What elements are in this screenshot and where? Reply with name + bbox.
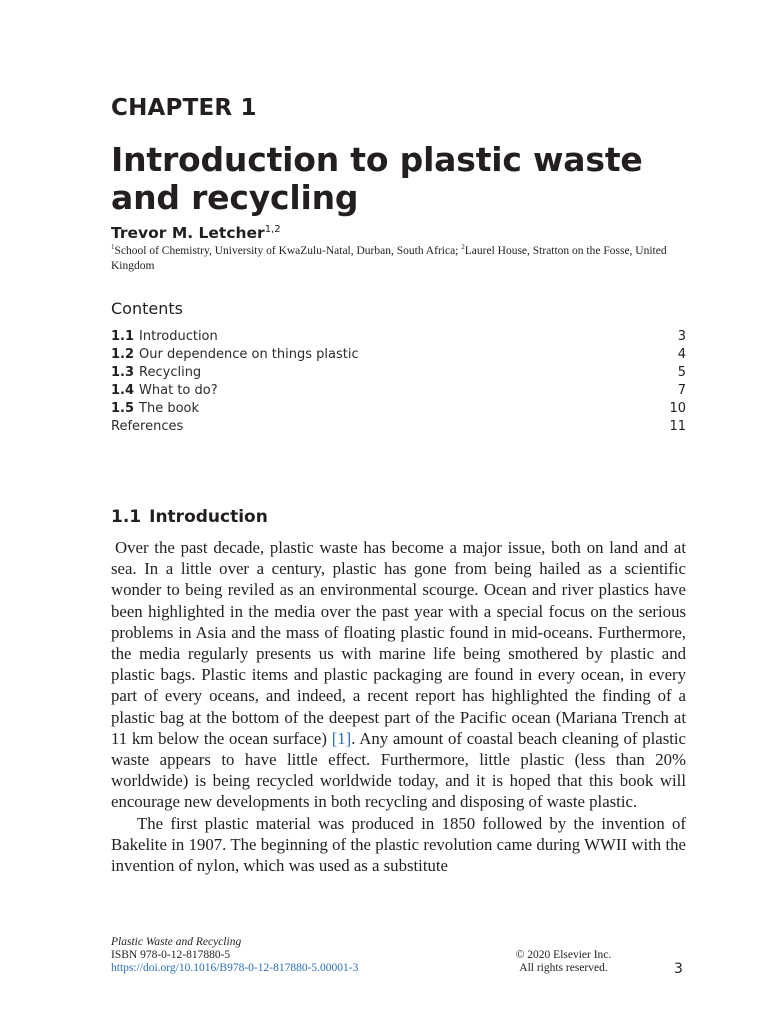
chapter-label: CHAPTER 1 (111, 95, 257, 121)
toc-item[interactable] (111, 364, 686, 382)
footer-copyright (505, 949, 622, 975)
affiliation-text-1: School of Chemistry, University of KwaZulu-Natal, Durban, South Africa; (114, 245, 462, 257)
toc-item-page: 3 (677, 329, 686, 344)
author-affiliation (111, 244, 671, 274)
section-title: Introduction (149, 507, 268, 527)
toc-item-page: 11 (669, 419, 686, 434)
rights-text: All rights reserved. (519, 962, 608, 974)
chapter-title: Introduction to plastic waste and recycling (111, 140, 643, 217)
toc-item[interactable] (111, 400, 686, 418)
affiliation-mark-1: 1 (111, 243, 115, 252)
paragraph-text: Over the past decade, plastic waste has become a major issue, both on land and at sea. In a little over a century, plastic has gone from being hailed as a scientific wonder to being reviled as an environmental scourge. Ocean and river plastics have been highlighted in the media over the past year with a special focus on the serious problems in Asia and the mass of floating plastic found in mid-oceans. Furthermore, the media regularly presents us with marine life being smothered by plastic and plastic bags. Plastic items and plastic packaging are found in every ocean, in every part of every oceans, and indeed, a recent report has highlighted the finding of a plastic bag at the bottom of the deepest part of the Pacific ocean (Mariana Trench at 11 km below the ocean surface) (111, 538, 686, 748)
toc-item-title: The book (139, 401, 200, 416)
toc-item[interactable] (111, 328, 686, 346)
copyright-text: © 2020 Elsevier Inc. (515, 949, 612, 961)
section-heading (111, 507, 268, 527)
footer-publication-info (111, 936, 358, 975)
toc-item-page: 5 (677, 365, 686, 380)
affiliation-mark-2: 2 (461, 243, 465, 252)
doi-link[interactable]: https://doi.org/10.1016/B978-0-12-817880-5.00001-3 (111, 962, 359, 974)
toc-item-references[interactable] (111, 418, 686, 436)
paragraph (111, 537, 686, 813)
toc-item-number: 1.3 (111, 365, 135, 380)
toc-item-number: 1.4 (111, 383, 135, 398)
table-of-contents (111, 328, 686, 436)
author-name (111, 224, 281, 242)
paragraph: The first plastic material was produced in 1850 followed by the invention of Bakelite in 1907. The beginning of the plastic revolution came during WWII with the invention of nylon, which was used as a substitute (111, 813, 686, 876)
toc-item-title: Introduction (139, 329, 218, 344)
citation-link[interactable]: [1] (331, 728, 352, 748)
toc-item-page: 7 (677, 383, 686, 398)
section-number: 1.1 (111, 507, 142, 527)
paragraph-text: . Any amount of coastal beach cleaning of plastic waste appears to have little effect. Furthermore, little plastic (less than 20% worldwide) is being recycled worldwide today, and it is hoped that this book will encourage new developments in both recycling and disposing of waste plastic. (111, 728, 687, 812)
toc-item-number: 1.1 (111, 329, 135, 344)
toc-item[interactable] (111, 346, 686, 364)
isbn: ISBN 978-0-12-817880-5 (111, 949, 231, 961)
toc-item-page: 4 (677, 347, 686, 362)
toc-item-title: What to do? (139, 383, 218, 398)
toc-item[interactable] (111, 382, 686, 400)
page-number: 3 (674, 961, 683, 977)
body-text (111, 537, 686, 876)
contents-heading: Contents (111, 299, 183, 318)
toc-item-title: Our dependence on things plastic (139, 347, 359, 362)
author-name-text: Trevor M. Letcher (111, 224, 265, 242)
toc-item-number: 1.2 (111, 347, 135, 362)
book-title: Plastic Waste and Recycling (111, 936, 242, 948)
affiliation-text-2: Laurel House, Stratton on the Fosse, United Kingdom (111, 245, 667, 272)
toc-item-page: 10 (669, 401, 686, 416)
author-affiliation-marks: 1,2 (264, 223, 281, 235)
toc-item-number: 1.5 (111, 401, 135, 416)
toc-item-title: References (111, 419, 184, 434)
toc-item-title: Recycling (139, 365, 202, 380)
